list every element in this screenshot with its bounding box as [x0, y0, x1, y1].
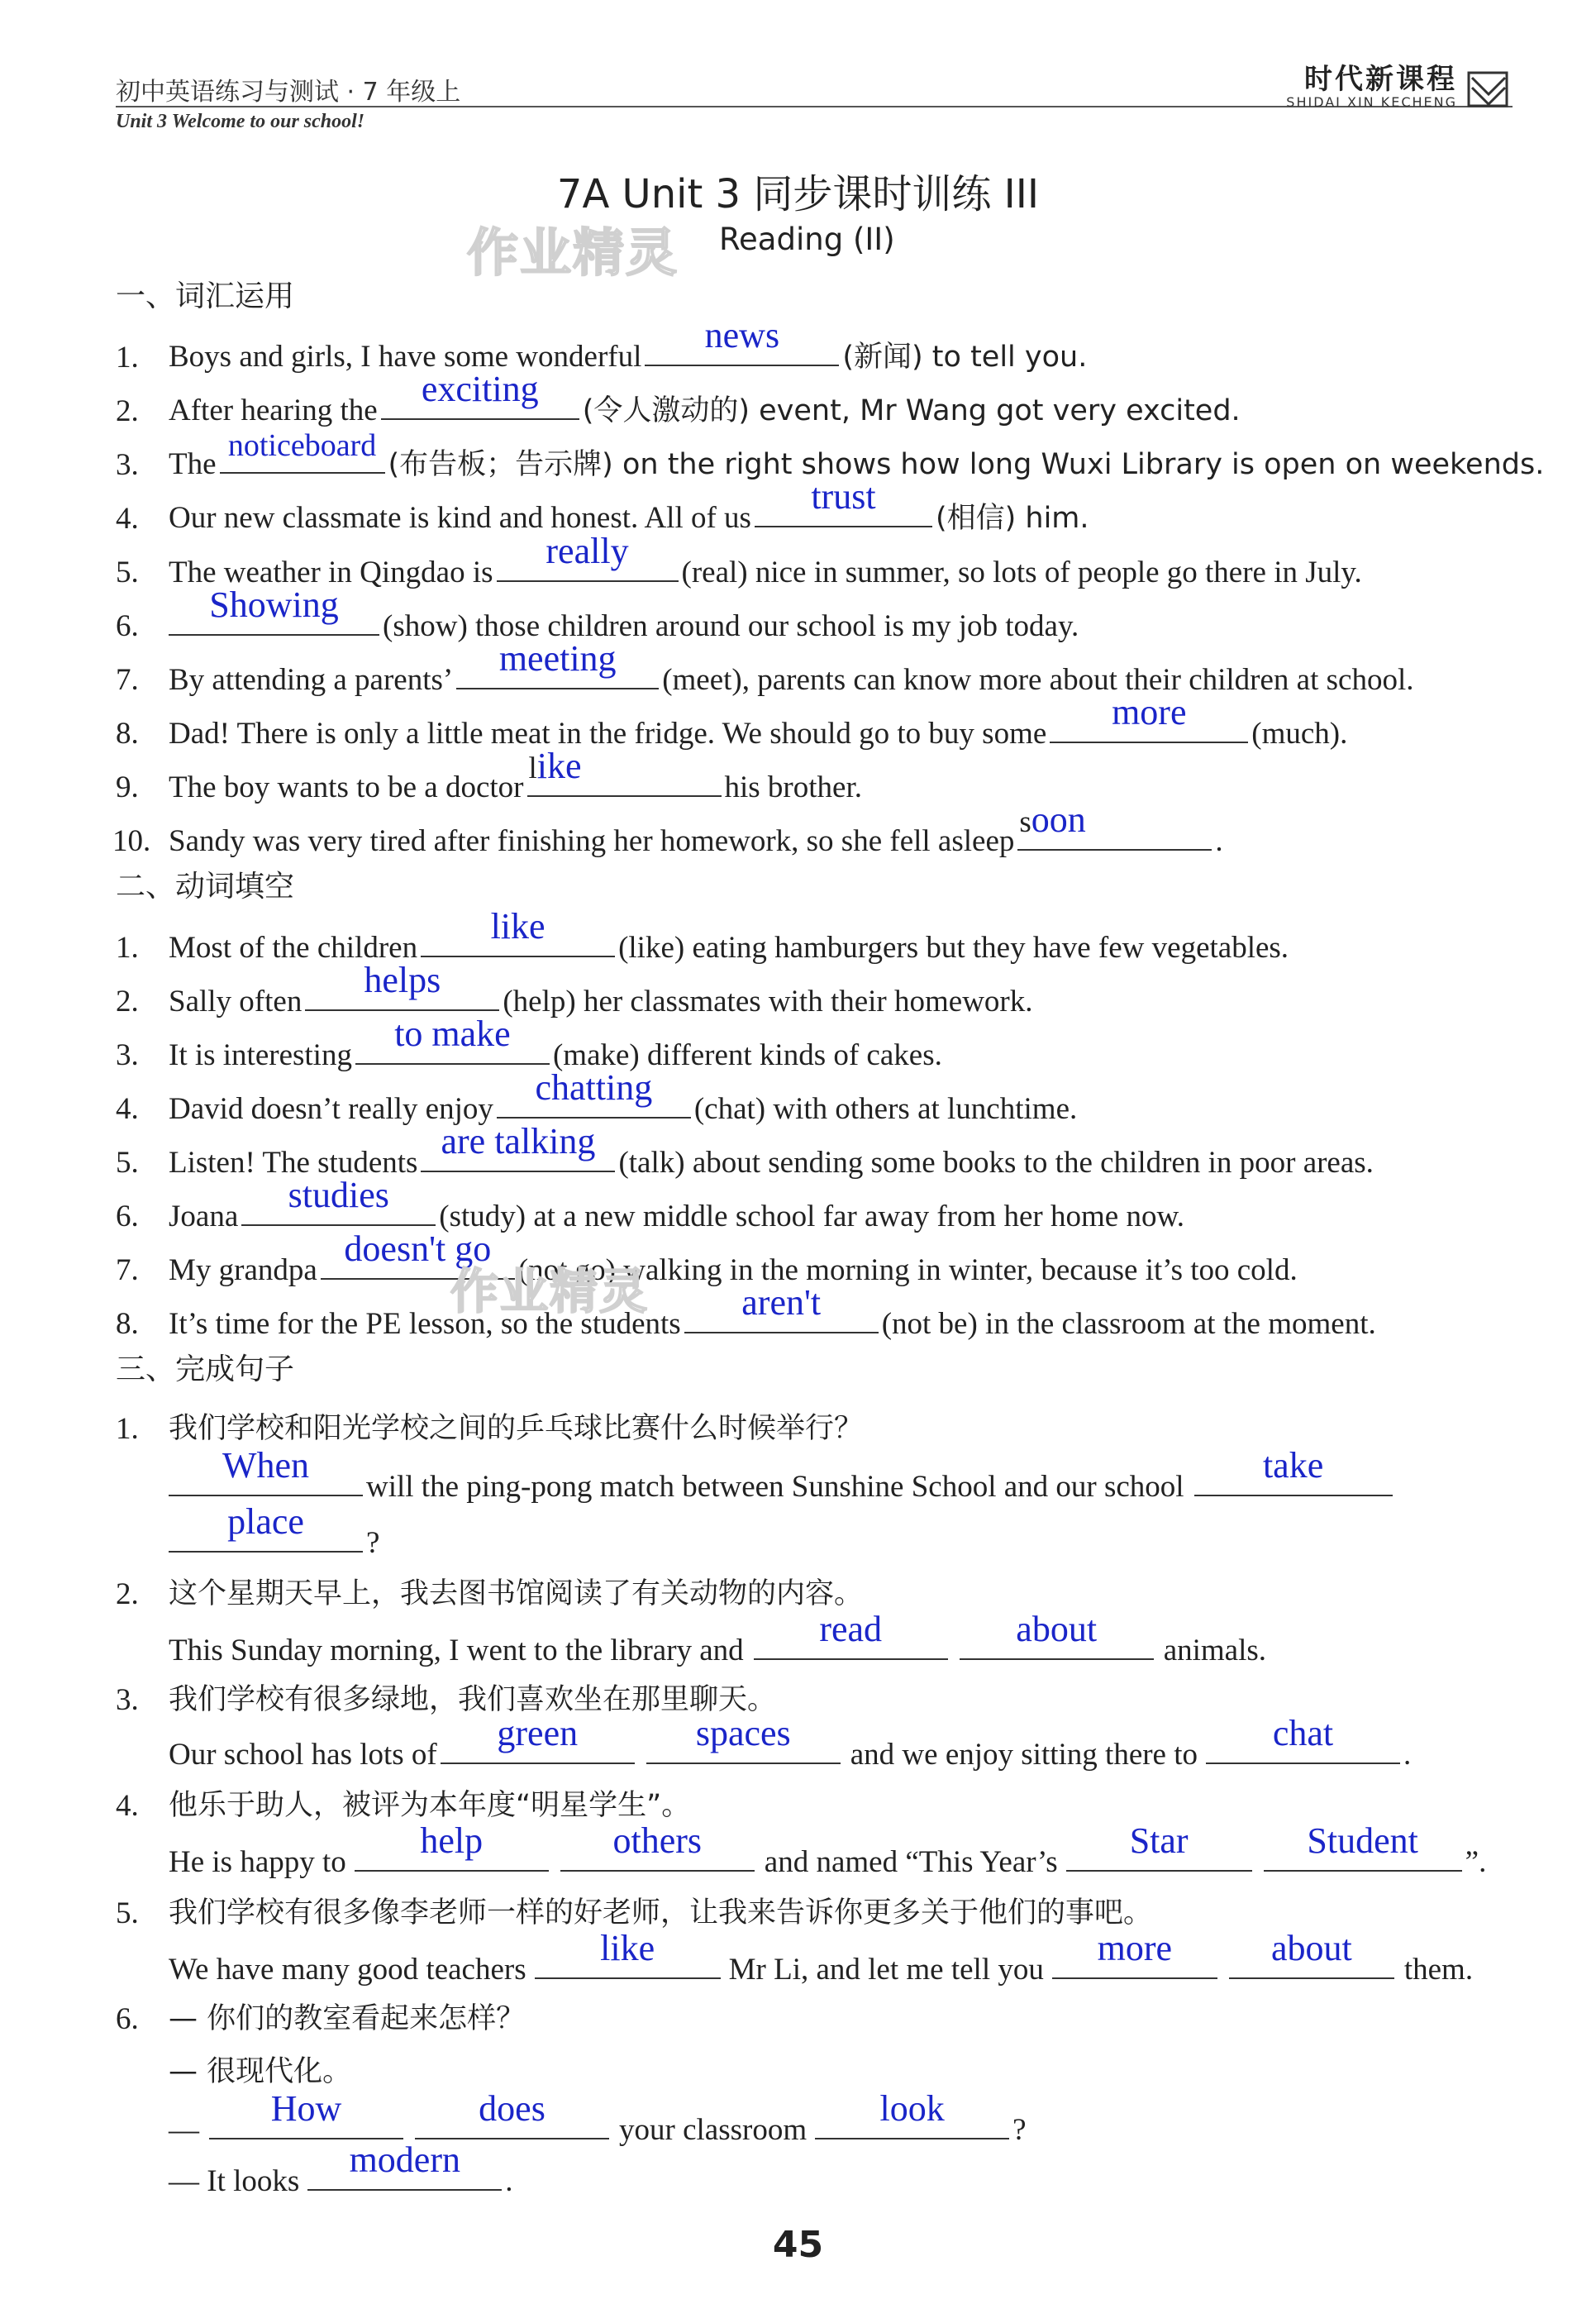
vocab-item: 2. After hearing the exciting (令人激动的) event, Mr Wang got very excited.: [116, 369, 1241, 428]
answer-blank: look: [815, 2108, 1009, 2139]
verb-item: 5. Listen! The students are talking (talk) about sending some books to the children in poor areas.: [116, 1121, 1374, 1180]
section-sentences-heading: 三、完成句子: [116, 1352, 295, 1386]
sentence-line: — 很现代化。: [169, 2055, 352, 2088]
sentence-line: — How does your classroom look ?: [169, 2088, 1027, 2147]
watermark: 作业精灵: [450, 1263, 650, 1319]
answer-blank: news: [645, 335, 839, 366]
answer-blank: help: [355, 1840, 549, 1872]
vocab-item: 9. The boy wants to be a doctor like his brother.: [116, 746, 862, 804]
sentence-line: He is happy to help others and named “This Year’s Star Student ”.: [169, 1820, 1487, 1879]
vocab-item: 3. The noticeboard (布告板；告示牌) on the right shows how long Wuxi Library is open on weekends.: [116, 428, 1545, 482]
answer-blank: like: [535, 1948, 721, 1979]
sentence-line: We have many good teachers like Mr Li, and let me tell you more about them.: [169, 1928, 1474, 1987]
vocab-item: 10. Sandy was very tired after finishing her homework, so she fell asleep soon .: [112, 799, 1223, 858]
answer-blank: modern: [307, 2159, 502, 2191]
answer-blank: take: [1194, 1465, 1393, 1496]
answer-blank: others: [560, 1840, 755, 1872]
brand-logo: [1286, 64, 1505, 110]
verb-item: 8. It’s time for the PE lesson, so the students aren't (not be) in the classroom at the moment.: [116, 1282, 1376, 1341]
verb-item: 4. David doesn’t really enjoy chatting (chat) with others at lunchtime.: [116, 1067, 1078, 1126]
vocab-item: 5. The weather in Qingdao is really (real) nice in summer, so lots of people go there in July.: [116, 531, 1362, 589]
verb-item: 3. It is interesting to make (make) different kinds of cakes.: [116, 1014, 942, 1072]
sentence-line: — It looks modern .: [169, 2139, 513, 2198]
answer-blank: soon: [1017, 819, 1212, 851]
sentence-item: 1. 我们学校和阳光学校之间的乒乓球比赛什么时候举行？: [116, 1412, 864, 1446]
answer-blank: doesn't go: [321, 1248, 515, 1280]
answer-blank: Star: [1066, 1840, 1252, 1872]
verb-item: 7. My grandpa doesn't go (not go) walking in the morning in winter, because it’s too cold.: [116, 1228, 1298, 1287]
sentence-item: 3. 我们学校有很多绿地，我们喜欢坐在那里聊天。: [116, 1683, 777, 1717]
verb-item: 1. Most of the children like (like) eating hamburgers but they have few vegetables.: [116, 906, 1289, 965]
answer-blank: Student: [1264, 1840, 1462, 1872]
answer-blank: chatting: [497, 1087, 691, 1119]
unit-subtitle: Unit 3 Welcome to our school!: [116, 111, 365, 132]
sentence-line: This Sunday morning, I went to the library and read about animals.: [169, 1609, 1267, 1667]
page-subtitle: Reading (II): [719, 222, 895, 257]
answer-blank: trust: [755, 496, 932, 527]
answer-blank: really: [497, 551, 679, 582]
answer-blank: Showing: [169, 604, 379, 636]
sentence-item: 4. 他乐于助人，被评为本年度“明星学生”。: [116, 1789, 691, 1823]
answer-blank: noticeboard: [220, 442, 385, 474]
verb-item: 6. Joana studies (study) at a new middle school far away from her home now.: [116, 1175, 1185, 1233]
answer-blank: meeting: [456, 658, 659, 689]
section-verbs-heading: 二、动词填空: [116, 870, 295, 904]
answer-blank: more: [1050, 712, 1248, 743]
answer-blank: place: [169, 1521, 363, 1553]
answer-blank: are talking: [421, 1141, 615, 1172]
answer-blank: aren't: [684, 1302, 879, 1333]
answer-blank: helps: [305, 980, 499, 1011]
vocab-item: 1. Boys and girls, I have some wonderful news (新闻) to tell you.: [116, 315, 1088, 374]
watermark: 作业精灵: [467, 222, 679, 283]
answer-blank: read: [754, 1629, 948, 1660]
answer-blank: to make: [355, 1033, 550, 1065]
vocab-item: 4. Our new classmate is kind and honest. All of us trust (相信) him.: [116, 476, 1089, 536]
page-title: 7A Unit 3 同步课时训练 III: [556, 171, 1040, 217]
answer-blank: green: [441, 1733, 635, 1764]
sentence-item: 6. — 你们的教室看起来怎样？: [116, 2002, 526, 2036]
brand-pinyin: SHIDAI XIN KECHENG: [1286, 94, 1457, 110]
answer-blank: How: [209, 2108, 403, 2139]
answer-blank: spaces: [646, 1733, 841, 1764]
answer-blank: When: [169, 1465, 363, 1496]
brand-mark-icon: [1467, 69, 1510, 111]
brand-name: 时代新课程: [1304, 63, 1457, 96]
page-number: 45: [772, 2224, 824, 2266]
answer-blank: exciting: [381, 389, 579, 420]
answer-blank: about: [960, 1629, 1154, 1660]
sentence-line: Our school has lots of green spaces and we enjoy sitting there to chat .: [169, 1713, 1412, 1772]
answer-blank: more: [1052, 1948, 1217, 1979]
vocab-item: 7. By attending a parents’ meeting (meet), parents can know more about their children at school.: [116, 638, 1414, 697]
vocab-item: 8. Dad! There is only a little meat in the fridge. We should go to buy some more (much).: [116, 692, 1348, 751]
answer-blank: chat: [1206, 1733, 1400, 1764]
sentence-line: place ?: [116, 1503, 1513, 1561]
answer-blank: does: [415, 2108, 609, 2139]
verb-item: 2. Sally often helps (help) her classmates with their homework.: [116, 960, 1033, 1018]
sentence-item: 2. 这个星期天早上，我去图书馆阅读了有关动物的内容。: [116, 1577, 864, 1611]
vocab-item: 6. Showing (show) those children around our school is my job today.: [116, 584, 1079, 643]
answer-blank: studies: [241, 1195, 436, 1226]
answer-blank: about: [1229, 1948, 1394, 1979]
answer-blank: like: [421, 926, 615, 957]
book-title: 初中英语练习与测试 · 7 年级上: [116, 78, 461, 107]
section-vocab-heading: 一、词汇运用: [116, 279, 295, 313]
answer-blank: like: [527, 766, 722, 797]
sentence-line: When will the ping-pong match between Sunshine School and our school take: [116, 1447, 1513, 1505]
sentence-item: 5. 我们学校有很多像李老师一样的好老师，让我来告诉你更多关于他们的事吧。: [116, 1896, 1153, 1930]
